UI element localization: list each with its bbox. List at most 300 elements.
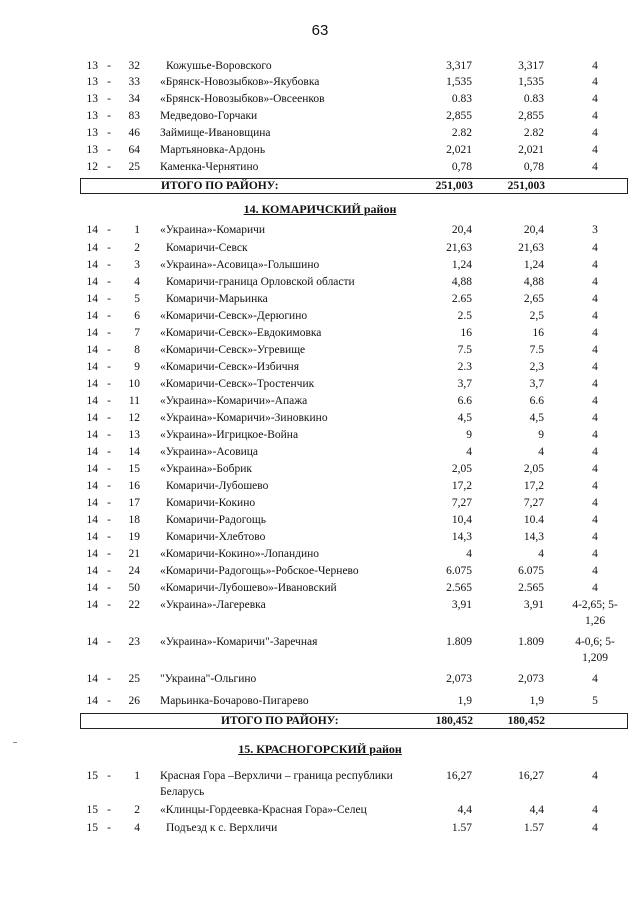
length-total: 16 — [460, 327, 472, 339]
road-name: Комаричи-Марьинка — [166, 293, 268, 305]
length-hard-surface: 4 — [538, 446, 544, 458]
road-category: 4 — [592, 582, 598, 594]
length-total: 4 — [466, 548, 472, 560]
length-hard-surface: 9 — [538, 429, 544, 441]
road-name: Подъезд к с. Верхличи — [166, 822, 278, 834]
length-hard-surface: 6.075 — [518, 565, 544, 577]
district-code: 13 — [86, 110, 98, 122]
road-name: «Украина»-Комаричи — [160, 224, 266, 236]
road-name: Займище-Ивановщина — [160, 127, 271, 139]
road-category: 4 — [592, 514, 598, 526]
road-category: 4-2,65; 5-1,26 — [572, 599, 618, 627]
length-hard-surface: 10.4 — [523, 514, 544, 526]
road-number: 10 — [128, 378, 140, 390]
table-row — [0, 768, 640, 798]
district-code: 13 — [86, 76, 98, 88]
dash: - — [107, 695, 111, 707]
dash: - — [107, 344, 111, 356]
length-hard-surface: 2,855 — [518, 110, 544, 122]
district-code: 14 — [86, 224, 98, 236]
road-category: 4 — [592, 276, 598, 288]
total-value-2: 251,003 — [507, 180, 545, 192]
dash: - — [107, 60, 111, 72]
total-value-2: 180,452 — [507, 715, 545, 727]
district-heading-15: 15. КРАСНОГОРСКИЙ район — [238, 742, 402, 756]
table-row — [0, 461, 640, 477]
road-name: «Украина»-Бобрик — [160, 463, 253, 475]
road-name: Каменка-Чернятино — [160, 161, 259, 173]
dash: - — [107, 463, 111, 475]
length-hard-surface: 1,535 — [518, 76, 544, 88]
dash: - — [107, 497, 111, 509]
road-category: 5 — [592, 695, 598, 707]
length-total: 3,91 — [451, 599, 472, 611]
road-name: Комаричи-Кокино — [166, 497, 256, 509]
district-code: 14 — [86, 259, 98, 271]
table-row — [0, 529, 640, 545]
table-row — [0, 91, 640, 107]
road-name: «Украина»-Комаричи"-Заречная — [160, 636, 318, 648]
road-name: «Украина»-Комаричи»-Зиновкино — [160, 412, 328, 424]
road-number: 23 — [128, 636, 140, 648]
table-row — [0, 274, 640, 290]
table-row — [0, 820, 640, 836]
district-code: 13 — [86, 93, 98, 105]
length-hard-surface: 2.565 — [518, 582, 544, 594]
table-row — [0, 563, 640, 579]
road-number: 33 — [128, 76, 140, 88]
length-hard-surface: 21,63 — [518, 242, 544, 254]
road-category: 4 — [592, 60, 598, 72]
district-code: 14 — [86, 582, 98, 594]
dash: - — [107, 531, 111, 543]
length-total: 3,7 — [457, 378, 472, 390]
road-name: Медведово-Горчаки — [160, 110, 258, 122]
total-row-13 — [80, 178, 628, 194]
road-category: 4 — [592, 93, 598, 105]
table-row — [0, 142, 640, 158]
dash: - — [107, 480, 111, 492]
district-code: 14 — [86, 497, 98, 509]
total-value-1: 251,003 — [435, 180, 473, 192]
table-row — [0, 444, 640, 460]
district-code: 14 — [86, 412, 98, 424]
road-name: «Комаричи-Лубошево»-Ивановский — [160, 582, 337, 594]
length-hard-surface: 1.809 — [518, 636, 544, 648]
road-name: «Комаричи-Севск»-Избичня — [160, 361, 299, 373]
road-number: 4 — [134, 822, 140, 834]
length-total: 1,535 — [446, 76, 472, 88]
table-row — [0, 359, 640, 375]
district-code: 14 — [86, 276, 98, 288]
length-hard-surface: 3,7 — [529, 378, 544, 390]
dash: - — [107, 565, 111, 577]
dash: - — [107, 310, 111, 322]
table-row — [0, 546, 640, 562]
length-total: 21,63 — [446, 242, 472, 254]
length-total: 2.5 — [457, 310, 472, 322]
road-number: 21 — [128, 548, 140, 560]
table-row — [0, 74, 640, 90]
table-row — [0, 597, 640, 627]
length-total: 17,2 — [451, 480, 472, 492]
dash: - — [107, 293, 111, 305]
road-number: 4 — [134, 276, 140, 288]
length-hard-surface: 4,88 — [523, 276, 544, 288]
length-hard-surface: 14,3 — [523, 531, 544, 543]
road-category: 4 — [592, 293, 598, 305]
page-number: 63 — [311, 22, 329, 39]
road-number: 83 — [128, 110, 140, 122]
dash: - — [107, 110, 111, 122]
road-category: 4 — [592, 412, 598, 424]
table-row — [0, 342, 640, 358]
road-category: 4 — [592, 259, 598, 271]
length-total: 4,88 — [451, 276, 472, 288]
table-row — [0, 308, 640, 324]
dash: - — [107, 144, 111, 156]
road-number: 18 — [128, 514, 140, 526]
table-row — [0, 427, 640, 443]
length-hard-surface: 2,3 — [529, 361, 544, 373]
length-total: 14,3 — [451, 531, 472, 543]
length-total: 4 — [466, 446, 472, 458]
length-hard-surface: 2,5 — [529, 310, 544, 322]
length-total: 16,27 — [446, 770, 472, 782]
road-name: «Украина»-Комаричи»-Апажа — [160, 395, 308, 407]
dash: - — [107, 93, 111, 105]
table-row — [0, 802, 640, 818]
length-total: 9 — [466, 429, 472, 441]
road-name: Марьинка-Бочарово-Пигарево — [160, 695, 309, 707]
length-hard-surface: 0.83 — [523, 93, 544, 105]
length-hard-surface: 17,2 — [523, 480, 544, 492]
road-category: 4 — [592, 770, 598, 782]
table-row — [0, 580, 640, 596]
length-total: 2.65 — [451, 293, 472, 305]
district-code: 14 — [86, 429, 98, 441]
dash: - — [107, 582, 111, 594]
road-number: 6 — [134, 310, 140, 322]
table-row — [0, 291, 640, 307]
road-category: 4 — [592, 378, 598, 390]
road-name: Мартьяновка-Ардонь — [160, 144, 266, 156]
table-row — [0, 58, 640, 74]
length-hard-surface: 4 — [538, 548, 544, 560]
district-code: 14 — [86, 565, 98, 577]
road-category: 4 — [592, 344, 598, 356]
road-name: «Комаричи-Севск»-Дерюгино — [160, 310, 308, 322]
road-name: «Брянск-Новозыбков»-Овсеенков — [160, 93, 325, 105]
dash: - — [107, 514, 111, 526]
road-number: 12 — [128, 412, 140, 424]
road-category: 4 — [592, 480, 598, 492]
table-row — [0, 393, 640, 409]
district-code: 13 — [86, 60, 98, 72]
road-number: 8 — [134, 344, 140, 356]
road-number: 19 — [128, 531, 140, 543]
length-hard-surface: 7,27 — [523, 497, 544, 509]
dash: - — [107, 446, 111, 458]
road-category: 3 — [592, 224, 598, 236]
length-hard-surface: 1,24 — [523, 259, 544, 271]
length-total: 2.82 — [451, 127, 472, 139]
length-hard-surface: 16 — [532, 327, 544, 339]
dash: - — [107, 673, 111, 685]
dash: - — [107, 412, 111, 424]
road-number: 32 — [128, 60, 140, 72]
road-number: 5 — [134, 293, 140, 305]
road-name: «Украина»-Асовица»-Голышино — [160, 259, 320, 271]
road-number: 34 — [128, 93, 140, 105]
road-category: 4 — [592, 497, 598, 509]
road-number: 3 — [134, 259, 140, 271]
district-code: 14 — [86, 514, 98, 526]
road-category: 4 — [592, 242, 598, 254]
length-total: 1,9 — [457, 695, 472, 707]
dash: - — [107, 327, 111, 339]
length-hard-surface: 1,9 — [529, 695, 544, 707]
length-total: 2,073 — [446, 673, 472, 685]
dash: - — [107, 822, 111, 834]
road-name: «Украина»-Лагеревка — [160, 599, 266, 611]
road-number: 7 — [134, 327, 140, 339]
table-row — [0, 634, 640, 664]
table-row — [0, 257, 640, 273]
length-total: 2.565 — [446, 582, 472, 594]
dash: - — [107, 395, 111, 407]
road-number: 25 — [128, 161, 140, 173]
length-hard-surface: 3,91 — [523, 599, 544, 611]
district-code: 14 — [86, 548, 98, 560]
margin-mark — [13, 742, 17, 743]
length-hard-surface: 7.5 — [529, 344, 544, 356]
road-category: 4 — [592, 463, 598, 475]
table-row — [0, 671, 640, 687]
district-code: 14 — [86, 463, 98, 475]
district-code: 14 — [86, 242, 98, 254]
table-row — [0, 693, 640, 709]
total-label: ИТОГО ПО РАЙОНУ: — [221, 715, 339, 727]
district-code: 14 — [86, 378, 98, 390]
district-code: 14 — [86, 310, 98, 322]
district-code: 15 — [86, 770, 98, 782]
road-number: 24 — [128, 565, 140, 577]
table-row — [0, 222, 640, 238]
district-code: 14 — [86, 395, 98, 407]
length-total: 6.075 — [446, 565, 472, 577]
road-number: 25 — [128, 673, 140, 685]
road-category: 4 — [592, 446, 598, 458]
road-category: 4 — [592, 395, 598, 407]
dash: - — [107, 259, 111, 271]
length-hard-surface: 16,27 — [518, 770, 544, 782]
length-total: 20,4 — [451, 224, 472, 236]
road-name: «Комаричи-Севск»-Евдокимовка — [160, 327, 322, 339]
road-category: 4 — [592, 76, 598, 88]
length-total: 4,4 — [457, 804, 472, 816]
road-category: 4 — [592, 429, 598, 441]
table-row — [0, 410, 640, 426]
total-row-14 — [80, 713, 628, 729]
length-hard-surface: 6.6 — [529, 395, 544, 407]
length-hard-surface: 2,05 — [523, 463, 544, 475]
table-row — [0, 376, 640, 392]
road-category: 4-0,6; 5-1,209 — [575, 636, 615, 664]
district-code: 14 — [86, 480, 98, 492]
district-code: 14 — [86, 344, 98, 356]
length-hard-surface: 2.82 — [523, 127, 544, 139]
road-number: 26 — [128, 695, 140, 707]
district-code: 14 — [86, 327, 98, 339]
table-row — [0, 512, 640, 528]
length-total: 2,021 — [446, 144, 472, 156]
road-number: 22 — [128, 599, 140, 611]
length-total: 2.3 — [457, 361, 472, 373]
dash: - — [107, 242, 111, 254]
road-name: «Комаричи-Севск»-Тростенчик — [160, 378, 315, 390]
district-heading-14: 14. КОМАРИЧСКИЙ район — [243, 202, 397, 216]
road-number: 11 — [128, 395, 140, 407]
road-name: «Комаричи-Кокино»-Лопандино — [160, 548, 320, 560]
dash: - — [107, 76, 111, 88]
road-number: 1 — [134, 224, 140, 236]
length-hard-surface: 20,4 — [523, 224, 544, 236]
length-total: 1.809 — [446, 636, 472, 648]
length-hard-surface: 1.57 — [523, 822, 544, 834]
road-name: Комаричи-Лубошево — [166, 480, 269, 492]
total-value-1: 180,452 — [435, 715, 473, 727]
length-total: 0.83 — [451, 93, 472, 105]
road-name: Комаричи-граница Орловской области — [166, 276, 355, 288]
road-category: 4 — [592, 361, 598, 373]
road-name: «Украина»-Асовица — [160, 446, 259, 458]
road-number: 13 — [128, 429, 140, 441]
road-category: 4 — [592, 144, 598, 156]
road-name: "Украина"-Ольгино — [160, 673, 257, 685]
dash: - — [107, 378, 111, 390]
road-name: «Клинцы-Гордеевка-Красная Гора»-Селец — [160, 804, 367, 816]
road-category: 4 — [592, 110, 598, 122]
length-hard-surface: 2,65 — [523, 293, 544, 305]
road-category: 4 — [592, 327, 598, 339]
district-code: 14 — [86, 695, 98, 707]
table-row — [0, 108, 640, 124]
length-total: 2,05 — [451, 463, 472, 475]
dash: - — [107, 276, 111, 288]
length-total: 7,27 — [451, 497, 472, 509]
road-number: 17 — [128, 497, 140, 509]
length-total: 10,4 — [451, 514, 472, 526]
road-category: 4 — [592, 531, 598, 543]
dash: - — [107, 548, 111, 560]
table-row — [0, 325, 640, 341]
road-name: «Брянск-Новозыбков»-Якубовка — [160, 76, 320, 88]
road-name: Красная Гора –Верхличи – граница республики Беларусь — [160, 770, 393, 798]
district-code: 15 — [86, 804, 98, 816]
district-code: 14 — [86, 446, 98, 458]
road-number: 1 — [134, 770, 140, 782]
road-number: 15 — [128, 463, 140, 475]
road-number: 9 — [134, 361, 140, 373]
district-code: 14 — [86, 599, 98, 611]
table-row — [0, 159, 640, 175]
table-row — [0, 478, 640, 494]
road-number: 14 — [128, 446, 140, 458]
length-total: 2,855 — [446, 110, 472, 122]
road-name: Комаричи-Радогощь — [166, 514, 266, 526]
length-total: 1,24 — [451, 259, 472, 271]
district-code: 14 — [86, 673, 98, 685]
district-code: 12 — [86, 161, 98, 173]
district-code: 15 — [86, 822, 98, 834]
length-total: 0,78 — [451, 161, 472, 173]
road-number: 2 — [134, 804, 140, 816]
dash: - — [107, 804, 111, 816]
road-category: 4 — [592, 673, 598, 685]
district-code: 14 — [86, 361, 98, 373]
road-name: «Украина»-Игрицкое-Война — [160, 429, 299, 441]
district-code: 14 — [86, 531, 98, 543]
road-category: 4 — [592, 548, 598, 560]
road-number: 16 — [128, 480, 140, 492]
length-total: 1.57 — [451, 822, 472, 834]
road-name: «Комаричи-Севск»-Угревище — [160, 344, 306, 356]
road-category: 4 — [592, 565, 598, 577]
length-hard-surface: 4,5 — [529, 412, 544, 424]
dash: - — [107, 224, 111, 236]
road-name: Комаричи-Севск — [166, 242, 248, 254]
table-row — [0, 240, 640, 256]
road-name: Кожушье-Воровского — [166, 60, 272, 72]
length-hard-surface: 2,021 — [518, 144, 544, 156]
dash: - — [107, 599, 111, 611]
length-total: 7.5 — [457, 344, 472, 356]
district-code: 13 — [86, 127, 98, 139]
dash: - — [107, 361, 111, 373]
road-number: 64 — [128, 144, 140, 156]
road-category: 4 — [592, 804, 598, 816]
total-label: ИТОГО ПО РАЙОНУ: — [161, 180, 279, 192]
road-number: 2 — [134, 242, 140, 254]
dash: - — [107, 127, 111, 139]
road-number: 50 — [128, 582, 140, 594]
road-category: 4 — [592, 161, 598, 173]
dash: - — [107, 636, 111, 648]
length-hard-surface: 0,78 — [523, 161, 544, 173]
road-category: 4 — [592, 822, 598, 834]
district-code: 14 — [86, 293, 98, 305]
length-hard-surface: 2,073 — [518, 673, 544, 685]
road-category: 4 — [592, 310, 598, 322]
length-total: 4,5 — [457, 412, 472, 424]
length-total: 3,317 — [446, 60, 472, 72]
length-hard-surface: 3,317 — [518, 60, 544, 72]
road-number: 46 — [128, 127, 140, 139]
road-category: 4 — [592, 127, 598, 139]
length-total: 6.6 — [457, 395, 472, 407]
road-name: «Комаричи-Радогощь»-Робское-Чернево — [160, 565, 359, 577]
district-code: 14 — [86, 636, 98, 648]
dash: - — [107, 161, 111, 173]
district-code: 13 — [86, 144, 98, 156]
table-row — [0, 125, 640, 141]
table-row — [0, 495, 640, 511]
road-name: Комаричи-Хлебтово — [166, 531, 266, 543]
dash: - — [107, 770, 111, 782]
dash: - — [107, 429, 111, 441]
length-hard-surface: 4,4 — [529, 804, 544, 816]
